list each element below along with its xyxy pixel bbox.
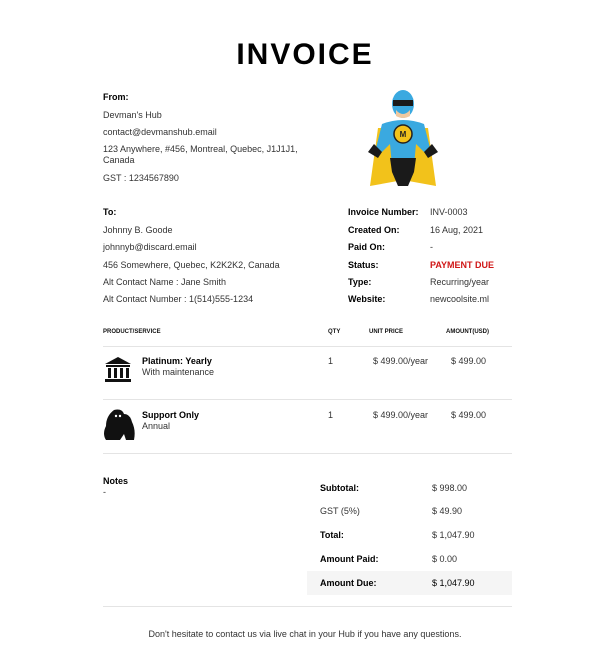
bank-icon	[104, 356, 132, 384]
type-value: Recurring/year	[430, 277, 490, 287]
paid-on-value: -	[430, 242, 433, 252]
col-header-product: PRODUCT/SERVICE	[103, 329, 161, 335]
col-header-amount: AMOUNT(USD)	[446, 329, 489, 335]
paid-on-label: Paid On:	[348, 242, 386, 252]
created-label: Created On:	[348, 225, 400, 235]
status-label: Status:	[348, 260, 379, 270]
invoice-number-value: INV-0003	[430, 207, 468, 217]
to-alt-number: Alt Contact Number : 1(514)555-1234	[103, 294, 254, 304]
subtotal-label: Subtotal:	[320, 483, 359, 493]
footer-message: Don't hesitate to contact us via live chat in your Hub if you have any questions.	[148, 629, 462, 639]
footer-divider	[103, 606, 512, 607]
item-amount: $ 499.00	[451, 356, 487, 366]
notes-value: -	[103, 487, 106, 497]
item-name: Support Only	[142, 410, 199, 420]
amount-due-label: Amount Due:	[320, 578, 377, 588]
total-label: Total:	[320, 530, 344, 540]
table-divider	[103, 399, 512, 400]
subtotal-value: $ 998.00	[432, 483, 468, 493]
from-gst: GST : 1234567890	[103, 173, 179, 183]
superhero-logo	[358, 86, 448, 190]
item-desc: Annual	[142, 421, 171, 431]
item-desc: With maintenance	[142, 367, 215, 377]
gst-label: GST (5%)	[320, 506, 360, 516]
to-address: 456 Somewhere, Quebec, K2K2K2, Canada	[103, 260, 280, 270]
to-alt-name: Alt Contact Name : Jane Smith	[103, 277, 227, 287]
item-name: Platinum: Yearly	[142, 356, 212, 366]
amount-due-value: $ 1,047.90	[432, 578, 475, 588]
type-label: Type:	[348, 277, 372, 287]
col-header-qty: QTY	[328, 329, 341, 335]
to-email: johnnyb@discard.email	[103, 242, 197, 252]
website-value[interactable]: newcoolsite.ml	[430, 294, 490, 304]
amount-paid-label: Amount Paid:	[320, 554, 379, 564]
invoice-title: INVOICE	[236, 38, 374, 71]
from-email: contact@devmanshub.email	[103, 127, 217, 137]
created-value: 16 Aug, 2021	[430, 225, 484, 235]
invoice-number-label: Invoice Number:	[348, 207, 419, 217]
amount-paid-value: $ 0.00	[432, 554, 458, 564]
table-divider	[103, 453, 512, 454]
item-unit-price: $ 499.00/year	[373, 410, 429, 420]
item-unit-price: $ 499.00/year	[373, 356, 429, 366]
from-company: Devman's Hub	[103, 110, 162, 120]
to-name: Johnny B. Goode	[103, 225, 173, 235]
website-label: Website:	[348, 294, 386, 304]
col-header-unit-price: UNIT PRICE	[369, 329, 404, 335]
svg-text:M: M	[399, 130, 407, 139]
item-qty: 1	[328, 410, 334, 420]
from-address-line1: 123 Anywhere, #456, Montreal, Quebec, J1J1J1,	[103, 144, 298, 154]
total-value: $ 1,047.90	[432, 530, 475, 540]
from-label: From:	[103, 92, 129, 102]
trunks-shape	[390, 158, 416, 186]
from-address-line2: Canada	[103, 155, 135, 165]
gorilla-icon	[102, 408, 136, 442]
to-label: To:	[103, 207, 117, 217]
gst-value: $ 49.90	[432, 506, 463, 516]
item-amount: $ 499.00	[451, 410, 487, 420]
status-badge: PAYMENT DUE	[430, 260, 495, 270]
item-qty: 1	[328, 356, 334, 366]
notes-label: Notes	[103, 476, 129, 486]
mask-shape	[393, 100, 413, 106]
table-divider	[103, 346, 512, 347]
